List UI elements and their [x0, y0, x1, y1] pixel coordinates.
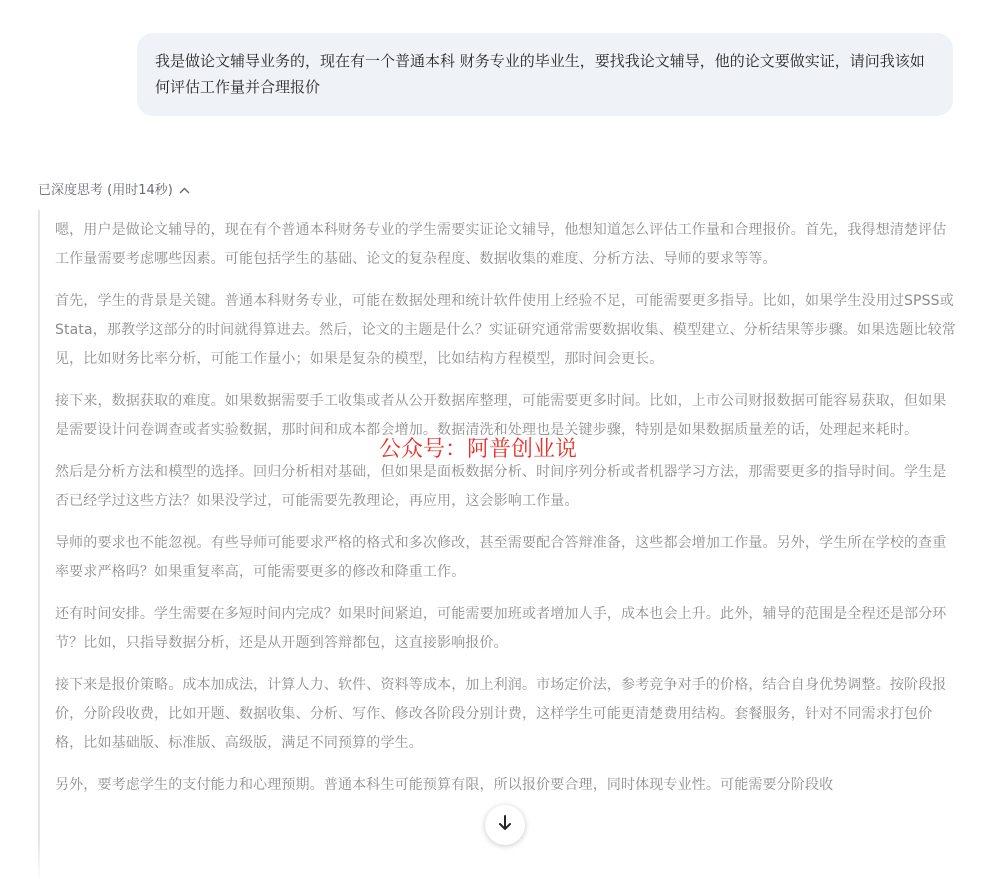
thinking-paragraph: 接下来是报价策略。成本加成法，计算人力、软件、资料等成本，加上利润。市场定价法，参考竞争对手的价格，结合自身优势调整。按阶段报价，分阶段收费，比如开题、数据收集、分析、写作、修改各阶段分别计费，这样学生可能更清楚费用结构。套餐服务，针对不同需求打包价格，比如基础版、标准版、高级版，满足不同预算的学生。	[55, 677, 947, 751]
thinking-content	[38, 210, 960, 879]
thinking-paragraph: 另外，要考虑学生的支付能力和心理预期。普通本科生可能预算有限，所以报价要合理，同时体现专业性。可能需要分阶段收	[55, 777, 834, 793]
thinking-paragraph: 还有时间安排。学生需要在多短时间内完成？如果时间紧迫，可能需要加班或者增加人手，成本也会上升。此外，辅导的范围是全程还是部分环节？比如，只指导数据分析，还是从开题到答辩都包，这直接影响报价。	[55, 606, 947, 651]
arrow-down-icon	[497, 814, 513, 836]
scroll-to-bottom-button[interactable]	[485, 805, 525, 845]
thinking-paragraph: 导师的要求也不能忽视。有些导师可能要求严格的格式和多次修改，甚至需要配合答辩准备，这些都会增加工作量。另外，学生所在学校的查重率要求严格吗？如果重复率高，可能需要更多的修改和降重工作。	[55, 535, 947, 580]
user-message-bubble	[137, 33, 953, 116]
user-message-text: 我是做论文辅导业务的，现在有一个普通本科 财务专业的毕业生，要找我论文辅导，他的论文要做实证，请问我该如何评估工作量并合理报价	[155, 52, 925, 96]
watermark: 公众号：阿普创业说	[379, 437, 578, 462]
chevron-up-icon	[179, 180, 190, 202]
thinking-paragraph: 然后是分析方法和模型的选择。回归分析相对基础，但如果是面板数据分析、时间序列分析或者机器学习方法，那需要更多的指导时间。学生是否已经学过这些方法？如果没学过，可能需要先教理论，再应用，这会影响工作量。	[55, 464, 947, 509]
thinking-toggle[interactable]	[38, 180, 190, 202]
thinking-paragraph: 接下来，数据获取的难度。如果数据需要手工收集或者从公开数据库整理，可能需要更多时间。比如，上市公司财报数据可能容易获取，但如果是需要设计问卷调查或者实验数据，那时间和成本都会增加。数据清洗和处理也是关键步骤，特别是如果数据质量差的话，处理起来耗时。	[55, 393, 947, 438]
thinking-paragraph: 首先，学生的背景是关键。普通本科财务专业，可能在数据处理和统计软件使用上经验不足，可能需要更多指导。比如，如果学生没用过SPSS或Stata，那教学这部分的时间就得算进去。然后，论文的主题是什么？实证研究通常需要数据收集、模型建立、分析结果等步骤。如果选题比较常见，比如财务比率分析，可能工作量小；如果是复杂的模型，比如结构方程模型，那时间会更长。	[55, 293, 956, 367]
thinking-toggle-label: 已深度思考 (用时14秒)	[38, 183, 173, 198]
thinking-paragraph: 嗯，用户是做论文辅导的，现在有个普通本科财务专业的学生需要实证论文辅导，他想知道怎么评估工作量和合理报价。首先，我得想清楚评估工作量需要考虑哪些因素。可能包括学生的基础、论文的复杂程度、数据收集的难度、分析方法、导师的要求等等。	[55, 222, 947, 267]
